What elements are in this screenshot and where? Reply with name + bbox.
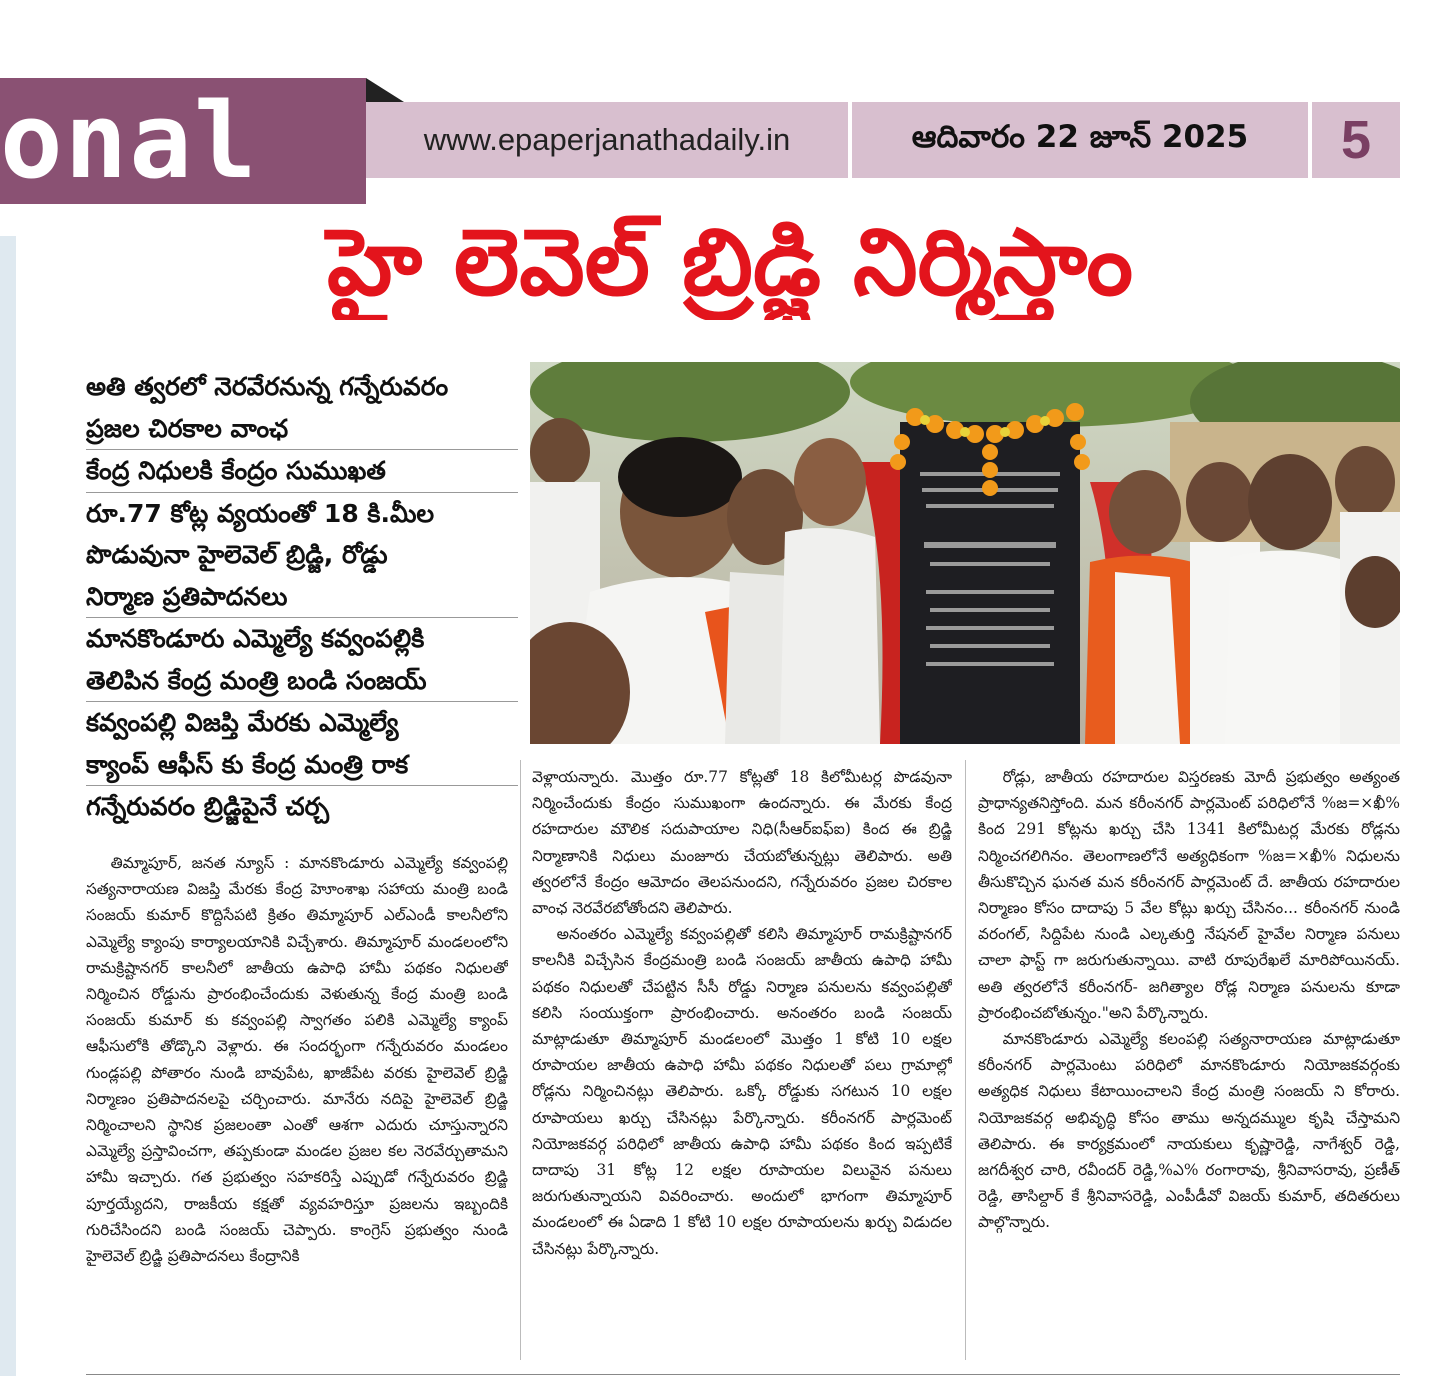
article-paragraph: తిమ్మాపూర్, జనత న్యూస్ : మానకొండూరు ఎమ్మెల్యే కవ్వంపల్లి సత్యనారాయణ విజప్తి మేరకు కేంద్ర హెూంశాఖ సహాయ మంత్రి బండి సంజయ్ కుమార్ కొద్దిసేపటి క్రితం తిమ్మాపూర్ ఎల్ఎండీ కాలనీలోని ఎమ్మెల్యే క్యాంపు కార్యాలయానికి విచ్చేశారు. తిమ్మాపూర్ మండలంలోని రామక్రిష్టానగర్ కాలనీలో జాతీయ ఉపాధి హామీ పథకం నిధులతో నిర్మించిన రోడ్డును ప్రారంభించేందుకు వెళుతున్న కేంద్ర మంత్రి బండి సంజయ్ కుమార్ కు కవ్వంపల్లి స్వాగతం పలికి ఎమ్మెల్యే క్యాంప్ ఆఫీసులోకి తోడ్కొని వెళ్లారు. ఈ సందర్భంగా గన్నేరువరం మండలం గుండ్లపల్లి పోతారం నుండి బావుపేట, ఖాజీపేట వరకు హైలెవెల్ బ్రిడ్జి నిర్మాణం ప్రతిపాదనలపై చర్చించారు. మానేరు నదిపై హైలెవెల్ బ్రిడ్జి నిర్మించాలని స్థానిక ప్రజలంతా ఎంతో ఆశగా ఎదురు చూస్తున్నారని ఎమ్మెల్యే ప్రస్తావించగా, తప్పకుండా మండల ప్రజల కల నెరవేర్చుతామని హామీ ఇచ్చారు. గత ప్రభుత్వం సహకరిస్తే ఎప్పుడో గన్నేరువరం బ్రిడ్జి పూర్తయ్యేదని, రాజకీయ కక్షతో వ్యవహరిస్తూ ప్రజలను ఇబ్బందికి గురిచేసిందని బండి సంజయ్ చెప్పారు. కాంగ్రెస్ ప్రభుత్వం నుండి హైలెవెల్ బ్రిడ్జి ప్రతిపాదనలు కేంద్రానికి <box>86 854 508 1266</box>
subheading-line: తెలిపిన కేంద్ర మంత్రి బండి సంజయ్ <box>86 665 427 695</box>
section-tab-corner <box>366 78 404 102</box>
subheading-line: పొడువునా హైలెవెల్ బ్రిడ్జి, రోడ్డు <box>86 540 388 569</box>
article-paragraph: వెళ్లాయన్నారు. మొత్తం రూ.77 కోట్లతో 18 కిలోమీటర్ల పొడవునా నిర్మించేందుకు కేంద్రం సుముఖంగా ఉందన్నారు. ఈ మేరకు కేంద్ర రహదారుల మౌలిక సదుపాయాల నిధి(సీఆర్ఐఫ్ఐ) కింద ఈ బ్రిడ్జి నిర్మాణానికి నిధులు మంజూరు చేయబోతున్నట్లు తెలిపారు. అతి త్వరలోనే కేంద్రం ఆమోదం తెలపనుందని, గన్నేరువరం ప్రజల చిరకాల వాంఛ నెరవేరబోతోందని తెలిపారు. <box>532 768 952 918</box>
subheading-line: అతి త్వరలో నెరవేరనున్న గన్నేరువరం <box>86 372 449 401</box>
section-label: onal <box>0 78 366 204</box>
column-rule <box>520 760 521 1360</box>
headline: హై లెవెల్ బ్రిడ్జి నిర్మిస్తాం <box>326 209 1134 316</box>
article-paragraph: మానకొండూరు ఎమ్మెల్యే కలంపల్లి సత్యనారాయణ మాట్లాడుతూ కరీంనగర్ పార్లమెంటు పరిధిలో మానకొండూరు నియోజకవర్గంకు అత్యధిక నిధులు కేటాయించాలని కేంద్ర మంత్రి సంజయ్ ని కోరారు. నియోజకవర్గ అభివృద్ధి కోసం తాము అన్నదమ్ముల కృషి చేస్తామని తెలిపారు. ఈ కార్యక్రమంలో నాయకులు కృష్ణారెడ్డి, నాగేశ్వర్ రెడ్డి, జగదీశ్వర చారి, రవీందర్ రెడ్డి,%ఎ% రంగారావు, శ్రీనివాసరావు, ప్రణీత్ రెడ్డి, తాసిల్దార్ కే శ్రీనివాసరెడ్డి, ఎంపీడీవో విజయ్ కుమార్, తదితరులు పాల్గొన్నారు. <box>978 1030 1400 1232</box>
article-column-2 <box>532 764 952 1362</box>
page-number: 5 <box>1312 102 1400 178</box>
article-photo <box>530 362 1400 744</box>
website-url: www.epaperjanathadaily.in <box>366 102 848 178</box>
subheading-line: క్యాంప్ ఆఫీస్ కు కేంద్ర మంత్రి రాక <box>86 749 409 779</box>
subheading-line: నిర్మాణ ప్రతిపాదనలు <box>86 581 288 611</box>
subheading-line: రూ.77 కోట్ల వ్యయంతో 18 కి.మీల <box>86 498 435 528</box>
article-column-3 <box>978 764 1400 1362</box>
article-paragraph: అనంతరం ఎమ్మెల్యే కవ్వంపల్లితో కలిసి తిమ్మాపూర్ రామక్రిష్టానగర్ కాలనీకి విచ్చేసిన కేంద్రమంత్రి బండి సంజయ్ జాతీయ ఉపాధి హామీ పథకం నిధులతో చేపట్టిన సీసీ రోడ్డు నిర్మాణ పనులను కవ్వంపల్లితో కలిసి సంయుక్తంగా ప్రారంభించారు. అనంతరం బండి సంజయ్ మాట్లాడుతూ తిమ్మాపూర్ మండలంలో మొత్తం 1 కోటి 10 లక్షల రూపాయల జాతీయ ఉపాధి హామీ పథకం నిధులతో పలు గ్రామాల్లో రోడ్లను నిర్మించినట్లు తెలిపారు. ఒక్కో రోడ్డుకు సగటున 10 లక్షల రూపాయలు ఖర్చు చేసినట్లు పేర్కొన్నారు. కరీంనగర్ పార్లమెంట్ నియోజకవర్గ పరిధిలో జాతీయ ఉపాధి హామీ పథకం కింద ఇప్పటికే దాదాపు 31 కోట్ల 12 లక్షల రూపాయల విలువైన పనులు జరుగుతున్నాయని వివరించారు. అందులో భాగంగా తిమ్మాపూర్ మండలంలో ఈ ఏడాది 1 కోటి 10 లక్షల రూపాయలను ఖర్చు విడుదల చేసినట్లు పేర్కొన్నారు. <box>532 925 952 1258</box>
article-column-1 <box>86 850 508 1362</box>
page-gutter-strip <box>0 236 16 1376</box>
article-paragraph: రోడ్లు, జాతీయ రహదారుల విస్తరణకు మోదీ ప్రభుత్వం అత్యంత ప్రాధాన్యతనిస్తోంది. మన కరీంనగర్ పార్లమెంట్ పరిధిలోనే %జ=×ఖీ% కింద 291 కోట్లను ఖర్చు చేసి 1341 కిలోమీటర్ల మేరకు రోడ్లను నిర్మించగలిగినం. తెలంగాణలోనే అత్యధికంగా %జ=×ఖీ% నిధులను తీసుకొచ్చిన ఘనత మన కరీంనగర్ పార్లమెంట్ దే. జాతీయ రహదారుల నిర్మాణం కోసం దాదాపు 5 వేల కోట్లు ఖర్చు చేసినం... కరీంనగర్ నుండి వరంగల్, సిద్దిపేట నుండి ఎల్కతుర్తి నేషనల్ హైవేల నిర్మాణ పనులు చాలా ఫాస్ట్ గా జరుగుతున్నాయి. వాటి రూపురేఖలే మారిపోయినయ్. అతి త్వరలోనే కరీంనగర్- జగిత్యాల రోడ్ల నిర్మాణ పనులను కూడా ప్రారంభించబోతున్నం."అని పేర్కొన్నారు. <box>978 768 1400 1022</box>
subheading-line: మానకొండూరు ఎమ్మెల్యే కవ్వంపల్లికి <box>86 624 425 653</box>
column-rule <box>965 760 966 1360</box>
article-photo-illustration <box>530 362 1400 744</box>
subheadings <box>86 366 518 828</box>
subheading-line: కవ్వంపల్లి విజప్తి మేరకు ఎమ్మెల్యే <box>86 708 399 737</box>
subheading-line: కేంద్ర నిధులకి కేంద్రం సుముఖత <box>86 456 386 485</box>
subheading-line: గన్నేరువరం బ్రిడ్జిపైనే చర్చ <box>86 792 330 821</box>
page-bottom-rule <box>86 1374 1400 1375</box>
issue-date: ఆదివారం 22 జూన్ 2025 <box>852 102 1308 178</box>
subheading-line: ప్రజల చిరకాల వాంఛ <box>86 413 289 443</box>
